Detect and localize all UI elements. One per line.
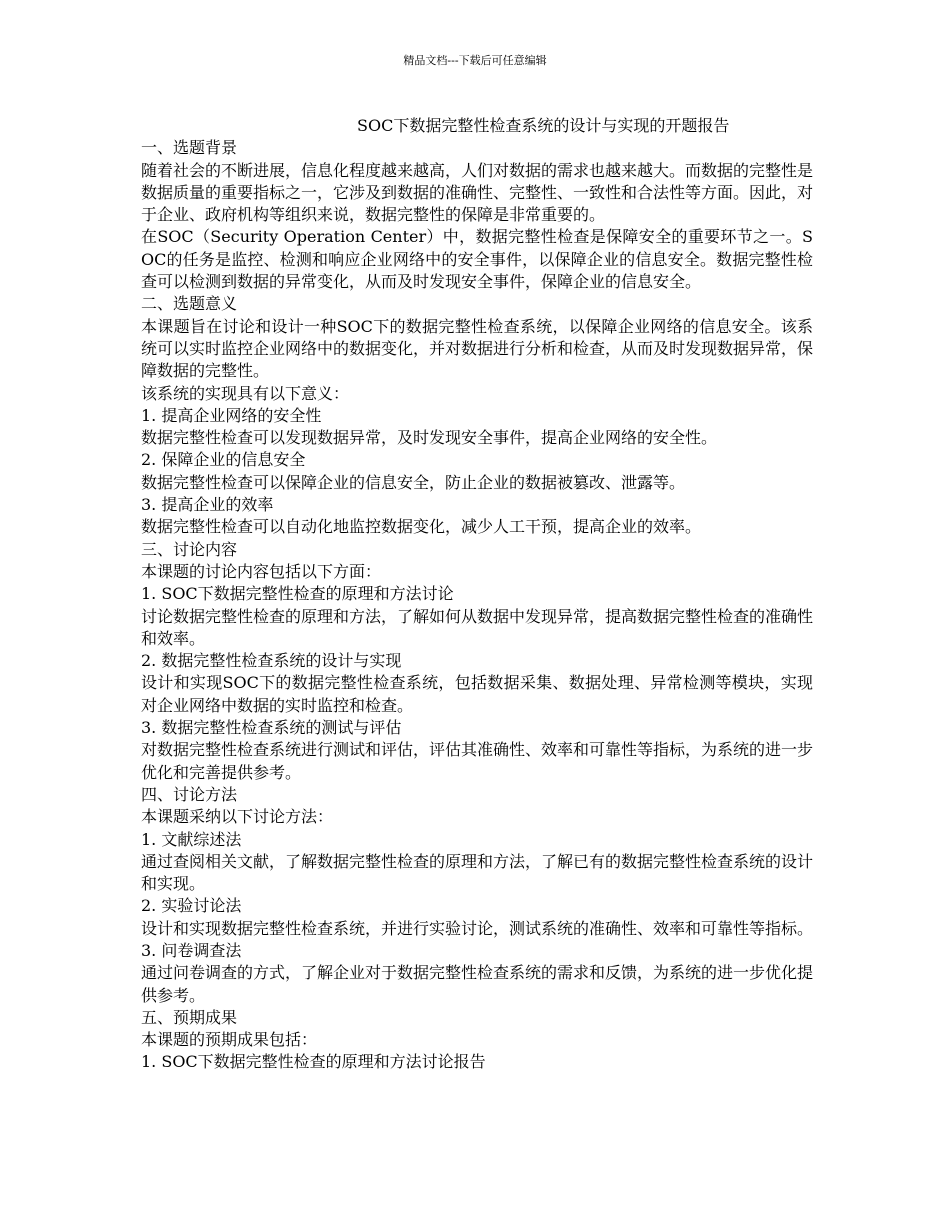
list-item-heading: 2. 保障企业的信息安全	[141, 450, 306, 470]
section-heading: 一、选题背景	[141, 138, 238, 158]
paragraph: 数据完整性检查可以自动化地监控数据变化，减少人工干预，提高企业的效率。	[141, 517, 702, 537]
section-heading: 四、讨论方法	[141, 784, 238, 804]
document-body	[141, 115, 813, 1074]
list-item-heading: 1. 文献综述法	[141, 829, 242, 849]
paragraph: 对数据完整性检查系统进行测试和评估，评估其准确性、效率和可靠性等指标，为系统的进一步优化和完善提供参考。	[141, 740, 814, 782]
list-item-heading: 1. SOC下数据完整性检查的原理和方法讨论报告	[141, 1052, 486, 1072]
list-item-heading: 1. 提高企业网络的安全性	[141, 405, 322, 425]
paragraph: 设计和实现数据完整性检查系统，并进行实验讨论，测试系统的准确性、效率和可靠性等指标。	[141, 918, 814, 938]
header-note: 精品文档---下载后可任意编辑	[403, 54, 547, 67]
paragraph: 通过问卷调查的方式，了解企业对于数据完整性检查系统的需求和反馈，为系统的进一步优化提供参考。	[141, 963, 814, 1005]
paragraph: 数据完整性检查可以保障企业的信息安全，防止企业的数据被篡改、泄露等。	[141, 472, 686, 492]
paragraph: 讨论数据完整性检查的原理和方法，了解如何从数据中发现异常，提高数据完整性检查的准确性和效率。	[141, 606, 814, 648]
list-item-heading: 3. 问卷调查法	[141, 940, 242, 960]
list-item-heading: 2. 实验讨论法	[141, 896, 242, 916]
paragraph: 本课题的讨论内容包括以下方面：	[141, 561, 382, 581]
section-heading: 三、讨论内容	[141, 539, 238, 559]
paragraph: 本课题旨在讨论和设计一种SOC下的数据完整性检查系统，以保障企业网络的信息安全。该系统可以实时监控企业网络中的数据变化，并对数据进行分析和检查，从而及时发现数据异常，保障数据的完整性。	[141, 316, 814, 381]
section-heading: 二、选题意义	[141, 294, 238, 314]
paragraph: 通过查阅相关文献，了解数据完整性检查的原理和方法，了解已有的数据完整性检查系统的设计和实现。	[141, 851, 814, 894]
paragraph: 本课题采纳以下讨论方法：	[141, 807, 334, 827]
list-item-heading: 2. 数据完整性检查系统的设计与实现	[141, 651, 402, 671]
paragraph: 本课题的预期成果包括：	[141, 1030, 318, 1050]
paragraph: 在SOC（Security Operation Center）中，数据完整性检查是保障安全的重要环节之一。SOC的任务是监控、检测和响应企业网络中的安全事件，以保障企业的信息安全。数据完整性检查可以检测到数据的异常变化，从而及时发现安全事件，保障企业的信息安全。	[141, 227, 813, 292]
section-heading: 五、预期成果	[141, 1007, 238, 1027]
document-title: SOC下数据完整性检查系统的设计与实现的开题报告	[357, 116, 730, 135]
paragraph: 设计和实现SOC下的数据完整性检查系统，包括数据采集、数据处理、异常检测等模块，实现对企业网络中数据的实时监控和检查。	[141, 673, 813, 715]
list-item-heading: 1. SOC下数据完整性检查的原理和方法讨论	[141, 584, 454, 604]
list-item-heading: 3. 数据完整性检查系统的测试与评估	[141, 718, 402, 738]
paragraph: 数据完整性检查可以发现数据异常，及时发现安全事件，提高企业网络的安全性。	[141, 428, 718, 448]
paragraph-list	[141, 137, 813, 1073]
paragraph: 该系统的实现具有以下意义：	[141, 383, 350, 403]
paragraph: 随着社会的不断进展，信息化程度越来越高，人们对数据的需求也越来越大。而数据的完整性是数据质量的重要指标之一，它涉及到数据的准确性、完整性、一致性和合法性等方面。因此，对于企业、政府机构等组织来说，数据完整性的保障是非常重要的。	[141, 160, 814, 225]
list-item-heading: 3. 提高企业的效率	[141, 495, 274, 515]
